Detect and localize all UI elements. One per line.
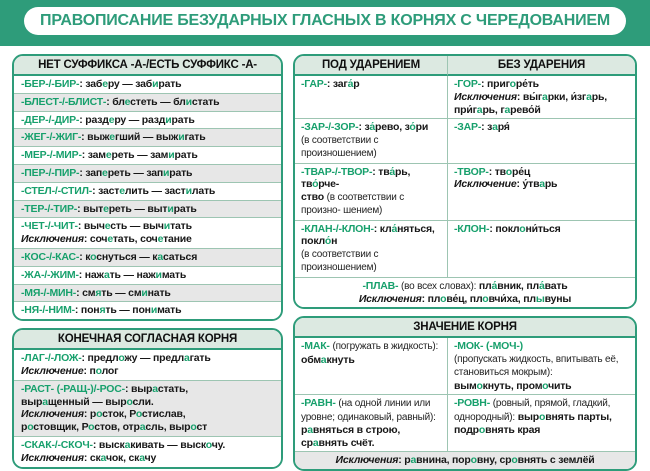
rule-text: -ПЕР-/-ПИР-: запереть — запирать	[21, 166, 193, 179]
rule-row	[14, 380, 281, 436]
header-band	[0, 0, 650, 46]
meaning-cell-left: -РАВН- (на одной линии или уровне; одинаковый, равный): равняться в строю, сравнять счёт.	[301, 397, 436, 449]
rule-text: -СКАК-/-СКОЧ-: выскакивать — выскочу. Исключения: скачок, скачу	[21, 438, 226, 464]
rule-text: -МЕР-/-МИР-: замереть — замирать	[21, 149, 198, 162]
root-meaning-rows	[295, 338, 635, 451]
rule-row	[14, 182, 281, 200]
col-header-stressed: ПОД УДАРЕНИЕМ	[295, 56, 447, 76]
panel-root-meaning	[293, 316, 637, 471]
rule-row	[14, 217, 281, 248]
rule-row	[14, 93, 281, 111]
rule-row	[14, 248, 281, 266]
rule-row	[295, 76, 635, 118]
panel-no-suffix-header: НЕТ СУФФИКСА -А-/ЕСТЬ СУФФИКС -А-	[14, 56, 281, 76]
stressed-cell: -ТВАР-/-ТВОР-: тва́рь, тво́рче- ство (в соответствии с произно- шением)	[301, 165, 411, 217]
rule-row	[295, 220, 635, 277]
stress-rows	[295, 76, 635, 277]
rule-row	[14, 301, 281, 319]
panel-no-suffix	[12, 54, 283, 321]
rule-text: -ДЕР-/-ДИР-: раздеру — раздирать	[21, 113, 195, 126]
unstressed-cell: -КЛОН-: поклони́ться	[447, 221, 635, 277]
page-title: ПРАВОПИСАНИЕ БЕЗУДАРНЫХ ГЛАСНЫХ В КОРНЯХ С ЧЕРЕДОВАНИЕМ	[24, 7, 626, 35]
right-column	[293, 54, 637, 471]
rule-text: -ТЕР-/-ТИР-: вытереть — вытирать	[21, 202, 197, 215]
rule-text: -ЖА-/-ЖИМ-: нажать — нажимать	[21, 268, 187, 281]
stress-header-row	[295, 56, 635, 76]
rule-row	[14, 350, 281, 380]
root-meaning-footer-exceptions: Исключения: равнина, поровну, сровнять с землёй	[295, 451, 635, 469]
stressed-cell: -ЗАР-/-ЗОР-: за́рево, зо́ри (в соответствии с произношением)	[301, 121, 429, 160]
meaning-cell-left: -МАК- (погружать в жидкость): обмакнуть	[301, 340, 439, 366]
unstressed-cell: -ЗАР-: заря́	[447, 119, 635, 162]
rule-row	[14, 200, 281, 218]
rule-row	[295, 163, 635, 220]
rule-text: -РАСТ- (-РАЩ-)/-РОС-: вырастать, выращенный — выросли. Исключения: росток, Ростислав, ростовщик, Ростов, отрасль, вырост	[21, 382, 208, 434]
rule-row	[14, 111, 281, 129]
rule-text: -НЯ-/-НИМ-: понять — понимать	[21, 304, 182, 317]
panel-final-consonant	[12, 328, 283, 468]
rule-text: -КОС-/-КАС-: коснуться — касаться	[21, 250, 198, 263]
rule-row	[295, 118, 635, 162]
panel-root-meaning-header: ЗНАЧЕНИЕ КОРНЯ	[295, 318, 635, 338]
rule-text: -БЕР-/-БИР-: заберу — забирать	[21, 78, 182, 90]
rule-text: -СТЕЛ-/-СТИЛ-: застелить — застилать	[21, 184, 216, 197]
final-consonant-rows	[14, 350, 281, 466]
left-column	[12, 54, 283, 469]
rule-text: -ЧЕТ-/-ЧИТ-: вычесть — вычитать Исключения: сочетать, сочетание	[21, 220, 192, 246]
stress-footer-plav: -ПЛАВ- (во всех словах): пла́вник, пла́вать Исключения: плове́ц, пловчи́ха, плывуны	[295, 277, 635, 308]
rule-text: -ЛАГ-/-ЛОЖ-: предложу — предлагать Исключение: полог	[21, 352, 211, 377]
meaning-cell-right: -РОВН- (ровный, прямой, гладкий, однородный): выровнять парты, подровнять края	[447, 395, 635, 451]
rule-row	[295, 338, 635, 394]
rule-row	[295, 394, 635, 451]
meaning-cell-right: -МОК- (-МОЧ-) (пропускать жидкость, впитывать её, становиться мокрым): вымокнуть, промочить	[447, 338, 635, 394]
unstressed-cell: -ТВОР-: творе́ц Исключение: у́тварь	[447, 164, 635, 220]
rule-row	[14, 266, 281, 284]
stressed-cell: -КЛАН-/-КЛОН-: кла́няться, покло́н (в соответствии с произношением)	[301, 222, 435, 274]
rule-text: -ЖЕГ-/-ЖИГ-: выжегший — выжигать	[21, 131, 206, 144]
rule-row	[14, 76, 281, 93]
rule-row	[14, 164, 281, 182]
no-suffix-rows	[14, 76, 281, 319]
rule-row	[14, 128, 281, 146]
unstressed-cell: -ГОР-: пригоре́ть Исключения: вы́гарки, и́згарь, при́гарь, гарево́й	[447, 76, 635, 118]
panel-stress	[293, 54, 637, 309]
stressed-cell: -ГАР-: зага́р	[301, 78, 360, 90]
rule-row	[14, 284, 281, 302]
panel-final-consonant-header: КОНЕЧНАЯ СОГЛАСНАЯ КОРНЯ	[14, 330, 281, 350]
rule-text: -БЛЕСТ-/-БЛИСТ-: блестеть — блистать	[21, 95, 220, 108]
col-header-unstressed: БЕЗ УДАРЕНИЯ	[447, 56, 635, 76]
rule-text: -МЯ-/-МИН-: смять — сминать	[21, 286, 171, 299]
rule-row	[14, 146, 281, 164]
rule-row	[14, 436, 281, 467]
